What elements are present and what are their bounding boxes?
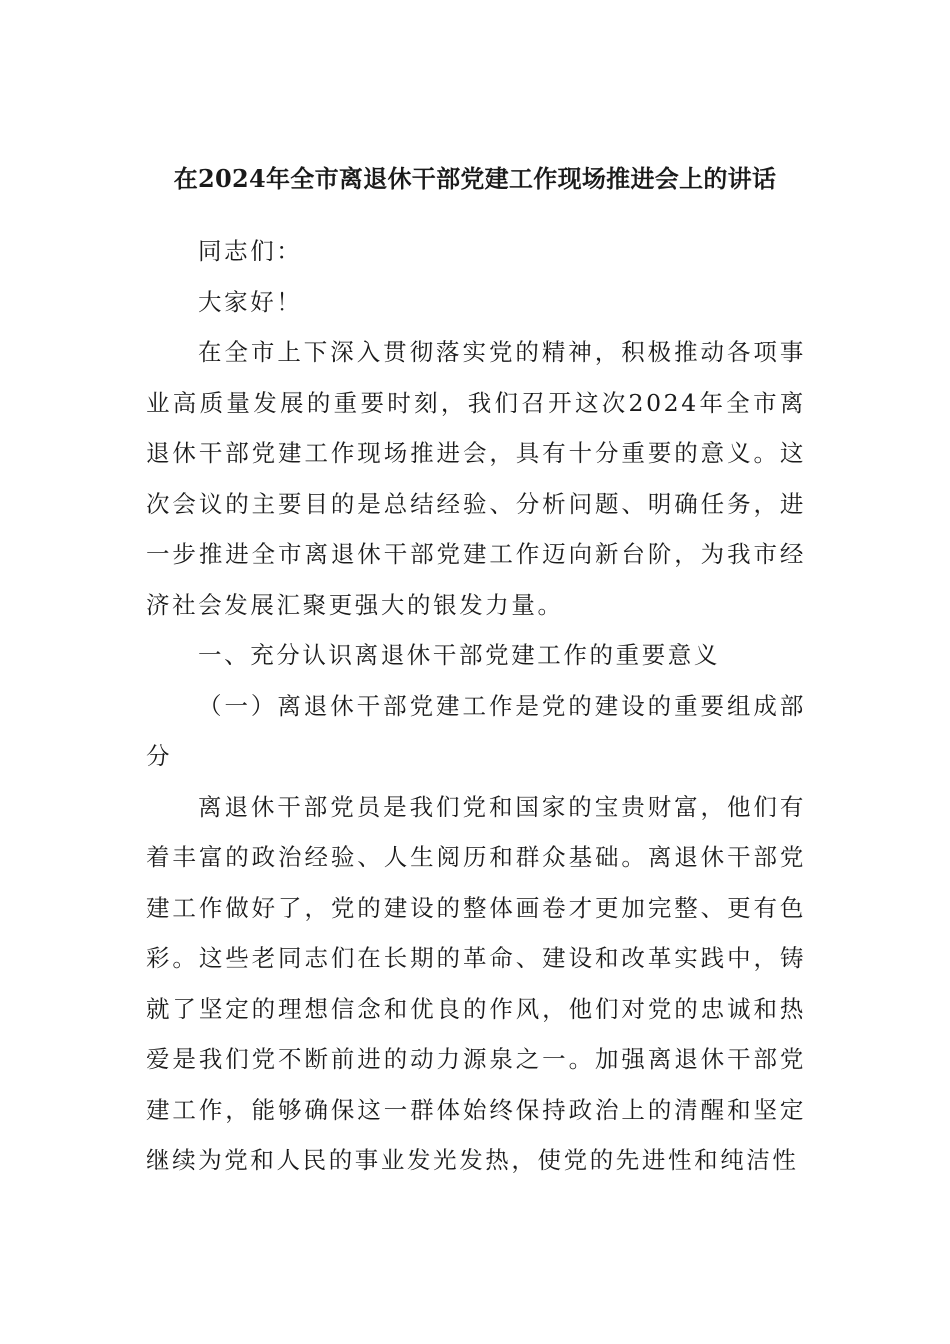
intro-paragraph: 在全市上下深入贯彻落实党的精神，积极推动各项事业高质量发展的重要时刻，我们召开这次2024年全市离退休干部党建工作现场推进会，具有十分重要的意义。这次会议的主要目的是总结经验、分析问题、明确任务，进一步推进全市离退休干部党建工作迈向新台阶，为我市经济社会发展汇聚更强大的银发力量。 (146, 338, 806, 619)
body-paragraph: 离退休干部党员是我们党和国家的宝贵财富，他们有着丰富的政治经验、人生阅历和群众基础。离退休干部党建工作做好了，党的建设的整体画卷才更加完整、更有色彩。这些老同志们在长期的革命、建设和改革实践中，铸就了坚定的理想信念和优良的作风，他们对党的忠诚和热爱是我们党不断前进的动力源泉之一。加强离退休干部党建工作，能够确保这一群体始终保持政治上的清醒和坚定继续为党和人民的事业发光发热，使党的先进性和纯洁性 (146, 792, 806, 1174)
document-body (146, 226, 806, 1186)
document-title: 在2024年全市离退休干部党建工作现场推进会上的讲话 (173, 164, 777, 193)
subsection-heading: （一）离退休干部党建工作是党的建设的重要组成部分 (146, 691, 806, 770)
section-heading: 一、充分认识离退休干部党建工作的重要意义 (198, 641, 720, 669)
greeting: 大家好！ (198, 287, 303, 316)
salutation: 同志们： (198, 237, 303, 265)
